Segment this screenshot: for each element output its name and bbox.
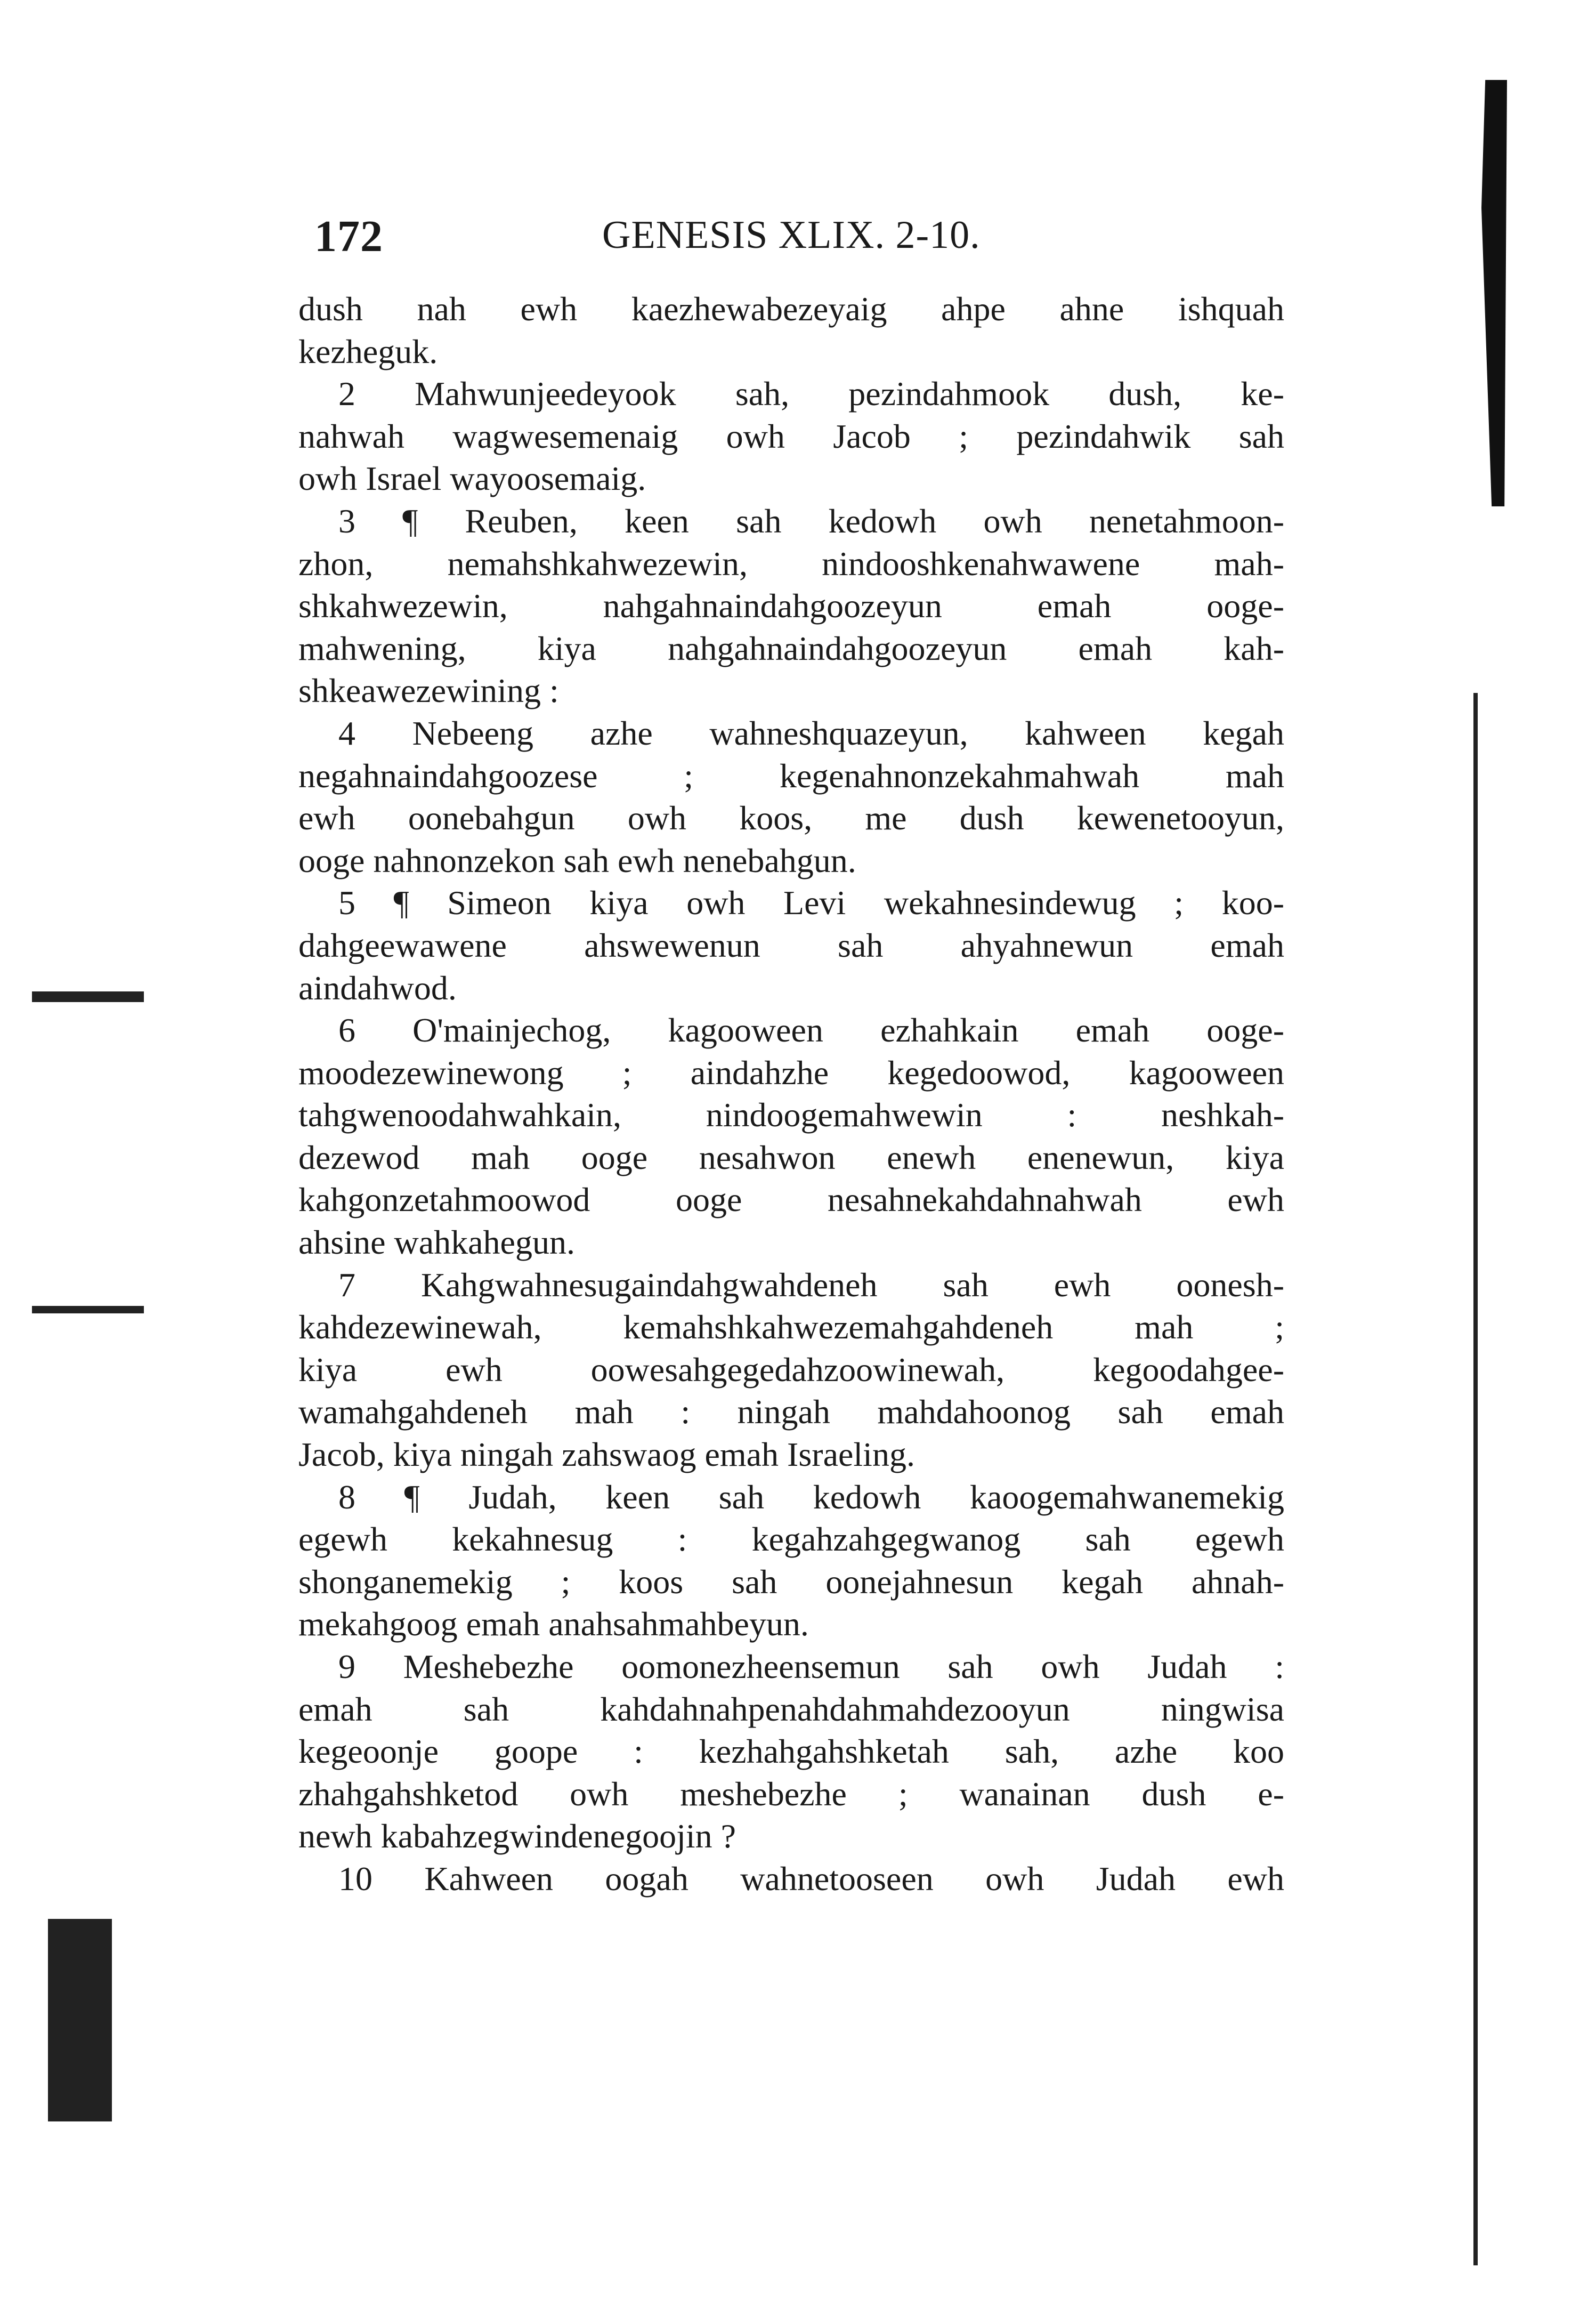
text-line: nahwah wagwesemenaig owh Jacob ; pezindahwik sah [298,417,1284,455]
text-line: kiya ewh oowesahgegedahzoowinewah, kegoodahgee- [298,1350,1284,1389]
text-line: dahgeewawene ahswewenun sah ahyahnewun emah [298,926,1284,964]
text-line: ewh oonebahgun owh koos, me dush kewenetooyun, [298,799,1284,837]
text-line: aindahwod. [298,969,457,1007]
text-line: shkeawezewining : [298,672,559,710]
text-line: shkahwezewin, nahgahnaindahgoozeyun emah ooge- [298,587,1284,625]
text-line: mekahgoog emah anahsahmahbeyun. [298,1605,809,1643]
verse-start-line: 9 Meshebezhe oomonezheensemun sah owh Judah : [338,1648,1284,1685]
text-line: ooge nahnonzekon sah ewh nenebahgun. [298,841,856,879]
scan-margin-shadow [1481,80,1507,506]
page-number: 172 [314,212,383,261]
text-line: egewh kekahnesug : kegahzahgegwanog sah egewh [298,1520,1284,1559]
text-line: dezewod mah ooge nesahwon enewh enenewun, kiya [298,1138,1284,1176]
text-line: mahwening, kiya nahgahnaindahgoozeyun emah kah- [298,629,1284,667]
verse-start-line: 6 O'mainjechog, kagooween ezhahkain emah ooge- [338,1011,1284,1050]
verse-start-line: 10 Kahween oogah wahnetooseen owh Judah ewh [338,1859,1284,1898]
verse-start-line: 3 ¶ Reuben, keen sah kedowh owh nenetahmoon- [338,502,1284,540]
verse-start-line: 8 ¶ Judah, keen sah kedowh kaoogemahwanemekig [338,1478,1284,1516]
text-line: zhon, nemahshkahwezewin, nindooshkenahwawene mah- [298,544,1284,583]
text-line: wamahgahdeneh mah : ningah mahdahoonog sah emah [298,1393,1284,1431]
text-line: kahgonzetahmoowod ooge nesahnekahdahnahwah ewh [298,1181,1284,1219]
text-line: shonganemekig ; koos sah oonejahnesun kegah ahnah- [298,1562,1284,1601]
verse-start-line: 7 Kahgwahnesugaindahgwahdeneh sah ewh oonesh- [338,1265,1284,1304]
text-line: newh kabahzegwindenegoojin ? [298,1817,736,1855]
scan-edge-noise [32,1306,144,1313]
text-line: emah sah kahdahnahpenahdahmahdezooyun ningwisa [298,1690,1284,1728]
text-line: dush nah ewh kaezhewabezeyaig ahpe ahne ishquah [298,290,1284,328]
text-line: kegeoonje goope : kezhahgahshketah sah, azhe koo [298,1732,1284,1771]
page-header [314,211,1298,269]
scan-edge-noise [48,1919,112,2121]
text-line: negahnaindahgoozese ; kegenahnonzekahmahwah mah [298,756,1284,795]
text-line: kahdezewinewah, kemahshkahwezemahgahdeneh mah ; [298,1308,1284,1346]
text-line: Jacob, kiya ningah zahswaog emah Israeling. [298,1435,915,1474]
text-line: owh Israel wayoosemaig. [298,459,646,498]
text-line: kezheguk. [298,332,438,370]
body-text [298,288,1284,1900]
text-line: zhahgahshketod owh meshebezhe ; wanainan dush e- [298,1774,1284,1813]
verse-start-line: 4 Nebeeng azhe wahneshquazeyun, kahween kegah [338,714,1284,752]
verse-start-line: 2 Mahwunjeedeyook sah, pezindahmook dush, ke- [338,375,1284,413]
scan-margin-line [1473,693,1478,2265]
text-line: ahsine wahkahegun. [298,1223,575,1262]
text-line: tahgwenoodahwahkain, nindoogemahwewin : neshkah- [298,1096,1284,1134]
text-line: moodezewinewong ; aindahzhe kegedoowod, kagooween [298,1053,1284,1092]
verse-start-line: 5 ¶ Simeon kiya owh Levi wekahnesindewug ; koo- [338,884,1284,922]
running-title: GENESIS XLIX. 2-10. [602,213,981,257]
scan-edge-noise [32,991,144,1002]
